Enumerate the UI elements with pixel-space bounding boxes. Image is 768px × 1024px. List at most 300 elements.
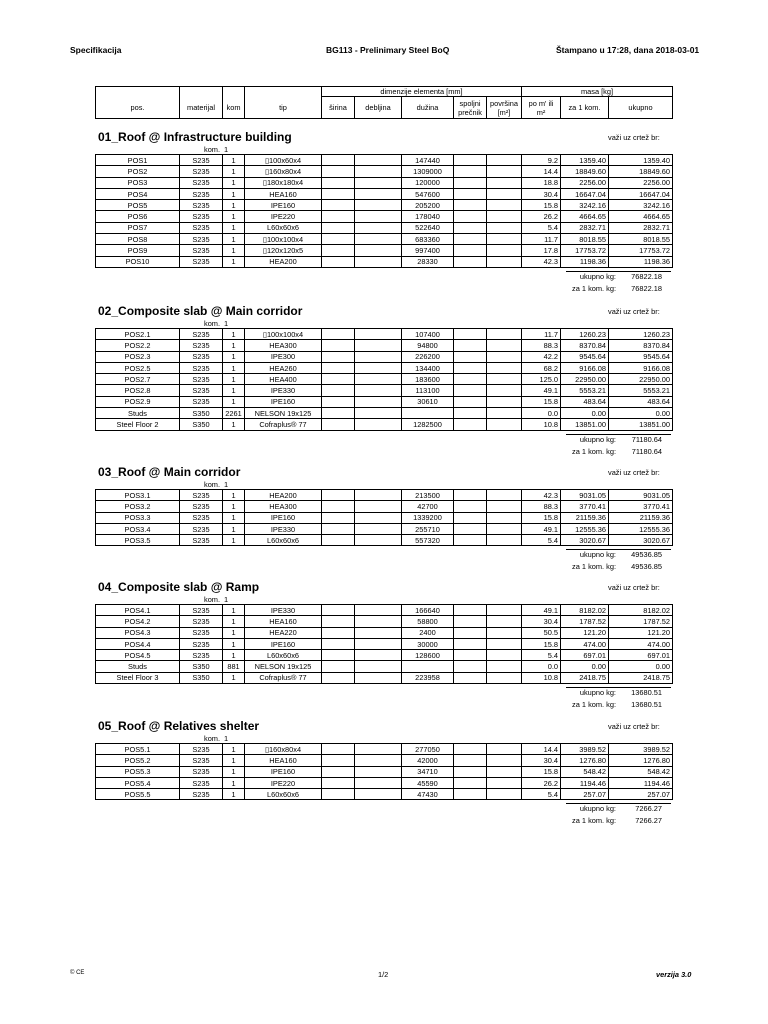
cell-debljina xyxy=(355,408,402,419)
cell-ukupno: 9166.08 xyxy=(609,362,673,373)
cell-sirina xyxy=(322,490,355,501)
cell-sirina xyxy=(322,362,355,373)
cell-povrsina xyxy=(487,340,522,351)
table-row xyxy=(96,766,673,777)
cell-za-1-kom: 8182.02 xyxy=(561,605,609,616)
cell-ukupno: 0.00 xyxy=(609,661,673,672)
cell-povrsina xyxy=(487,222,522,233)
cell-debljina xyxy=(355,661,402,672)
cell-materijal: S235 xyxy=(180,256,223,267)
cell-spoljni xyxy=(454,408,487,419)
cell-spoljni xyxy=(454,638,487,649)
cell-debljina xyxy=(355,211,402,222)
cell-debljina xyxy=(355,744,402,755)
table-row xyxy=(96,650,673,661)
cell-debljina xyxy=(355,177,402,188)
table-row xyxy=(96,188,673,199)
cell-pos: POS4.3 xyxy=(96,627,180,638)
cell-sirina xyxy=(322,166,355,177)
cell-materijal: S235 xyxy=(180,512,223,523)
cell-materijal: S235 xyxy=(180,627,223,638)
cell-po-m: 68.2 xyxy=(522,362,561,373)
ukupno-kg-value: 7266.27 xyxy=(635,803,662,813)
za-1-kom-kg-label: za 1 kom. kg: xyxy=(572,284,616,293)
cell-kom: 1 xyxy=(223,234,245,245)
cell-duzina: 34710 xyxy=(402,766,454,777)
cell-materijal: S235 xyxy=(180,222,223,233)
cell-spoljni xyxy=(454,340,487,351)
col-kom-top xyxy=(223,87,245,97)
cell-debljina xyxy=(355,766,402,777)
col-tip: tip xyxy=(245,97,322,119)
cell-po-m: 15.8 xyxy=(522,200,561,211)
cell-tip: ▯180x180x4 xyxy=(245,177,322,188)
cell-za-1-kom: 0.00 xyxy=(561,408,609,419)
table-row xyxy=(96,385,673,396)
col-spoljni-line2: prečnik xyxy=(458,107,482,117)
cell-po-m: 5.4 xyxy=(522,650,561,661)
cell-pos: POS5.1 xyxy=(96,744,180,755)
cell-ukupno: 9545.64 xyxy=(609,351,673,362)
section-drawing-ref-label: važi uz crtež br: xyxy=(608,583,660,592)
cell-debljina xyxy=(355,222,402,233)
cell-kom: 1 xyxy=(223,672,245,683)
cell-pos: POS3.1 xyxy=(96,490,180,501)
cell-duzina: 58800 xyxy=(402,616,454,627)
cell-povrsina xyxy=(487,661,522,672)
section-drawing-ref-label: važi uz crtež br: xyxy=(608,133,660,142)
cell-debljina xyxy=(355,245,402,256)
cell-po-m: 88.3 xyxy=(522,501,561,512)
cell-sirina xyxy=(322,512,355,523)
cell-tip: IPE330 xyxy=(245,385,322,396)
table-row xyxy=(96,755,673,766)
cell-po-m: 10.8 xyxy=(522,419,561,430)
cell-po-m: 15.8 xyxy=(522,766,561,777)
cell-spoljni xyxy=(454,329,487,340)
cell-debljina xyxy=(355,501,402,512)
section-kom xyxy=(204,734,228,743)
section-table xyxy=(95,604,673,684)
cell-pos: POS3.2 xyxy=(96,501,180,512)
table-row xyxy=(96,616,673,627)
cell-spoljni xyxy=(454,166,487,177)
cell-materijal: S235 xyxy=(180,211,223,222)
za-1-kom-kg-value: 7266.27 xyxy=(635,815,662,825)
cell-tip: ▯120x120x5 xyxy=(245,245,322,256)
cell-materijal: S235 xyxy=(180,650,223,661)
cell-tip: L60x60x6 xyxy=(245,650,322,661)
cell-spoljni xyxy=(454,605,487,616)
cell-debljina xyxy=(355,329,402,340)
cell-debljina xyxy=(355,340,402,351)
cell-po-m: 11.7 xyxy=(522,329,561,340)
cell-po-m: 0.0 xyxy=(522,661,561,672)
cell-pos: POS8 xyxy=(96,234,180,245)
table-row xyxy=(96,408,673,419)
cell-povrsina xyxy=(487,419,522,430)
cell-materijal: S235 xyxy=(180,777,223,788)
section-total-ukupno xyxy=(536,688,662,697)
cell-ukupno: 2832.71 xyxy=(609,222,673,233)
cell-ukupno: 4664.65 xyxy=(609,211,673,222)
table-row xyxy=(96,155,673,166)
cell-debljina xyxy=(355,512,402,523)
cell-kom: 1 xyxy=(223,650,245,661)
cell-materijal: S350 xyxy=(180,419,223,430)
cell-po-m: 14.4 xyxy=(522,744,561,755)
cell-pos: POS2.3 xyxy=(96,351,180,362)
cell-za-1-kom: 257.07 xyxy=(561,789,609,800)
table-row xyxy=(96,523,673,534)
ukupno-kg-label: ukupno kg: xyxy=(579,549,616,559)
cell-sirina xyxy=(322,744,355,755)
cell-povrsina xyxy=(487,512,522,523)
cell-tip: IPE220 xyxy=(245,777,322,788)
cell-materijal: S235 xyxy=(180,188,223,199)
cell-kom: 1 xyxy=(223,385,245,396)
cell-materijal: S235 xyxy=(180,616,223,627)
cell-tip: IPE220 xyxy=(245,211,322,222)
cell-povrsina xyxy=(487,650,522,661)
cell-kom: 1 xyxy=(223,256,245,267)
col-po-m xyxy=(522,97,561,119)
cell-spoljni xyxy=(454,211,487,222)
cell-duzina: 42000 xyxy=(402,755,454,766)
cell-za-1-kom: 3770.41 xyxy=(561,501,609,512)
cell-ukupno: 1194.46 xyxy=(609,777,673,788)
cell-povrsina xyxy=(487,672,522,683)
cell-tip: ▯100x60x4 xyxy=(245,155,322,166)
cell-duzina: 277050 xyxy=(402,744,454,755)
cell-pos: POS9 xyxy=(96,245,180,256)
cell-po-m: 42.3 xyxy=(522,490,561,501)
cell-materijal: S235 xyxy=(180,177,223,188)
cell-tip: IPE160 xyxy=(245,638,322,649)
cell-kom: 1 xyxy=(223,329,245,340)
cell-ukupno: 548.42 xyxy=(609,766,673,777)
cell-povrsina xyxy=(487,200,522,211)
cell-debljina xyxy=(355,188,402,199)
cell-materijal: S235 xyxy=(180,374,223,385)
cell-kom: 1 xyxy=(223,396,245,407)
table-row xyxy=(96,256,673,267)
cell-tip: NELSON 19x125 xyxy=(245,661,322,672)
cell-duzina: 522640 xyxy=(402,222,454,233)
cell-materijal: S235 xyxy=(180,789,223,800)
za-1-kom-kg-value: 49536.85 xyxy=(631,561,662,571)
cell-za-1-kom: 21159.36 xyxy=(561,512,609,523)
cell-materijal: S235 xyxy=(180,200,223,211)
cell-sirina xyxy=(322,777,355,788)
cell-pos: Steel Floor 3 xyxy=(96,672,180,683)
cell-povrsina xyxy=(487,789,522,800)
cell-za-1-kom: 22950.00 xyxy=(561,374,609,385)
table-row xyxy=(96,605,673,616)
cell-povrsina xyxy=(487,362,522,373)
cell-tip: IPE160 xyxy=(245,766,322,777)
cell-sirina xyxy=(322,200,355,211)
cell-kom: 1 xyxy=(223,777,245,788)
cell-spoljni xyxy=(454,245,487,256)
cell-materijal: S235 xyxy=(180,523,223,534)
table-row xyxy=(96,245,673,256)
cell-po-m: 11.7 xyxy=(522,234,561,245)
cell-spoljni xyxy=(454,755,487,766)
cell-kom: 881 xyxy=(223,661,245,672)
cell-pos: Studs xyxy=(96,661,180,672)
cell-sirina xyxy=(322,523,355,534)
table-row xyxy=(96,200,673,211)
cell-povrsina xyxy=(487,777,522,788)
cell-sirina xyxy=(322,155,355,166)
cell-povrsina xyxy=(487,766,522,777)
cell-sirina xyxy=(322,329,355,340)
cell-po-m: 0.0 xyxy=(522,408,561,419)
cell-povrsina xyxy=(487,616,522,627)
cell-spoljni xyxy=(454,523,487,534)
cell-materijal: S235 xyxy=(180,396,223,407)
cell-materijal: S235 xyxy=(180,755,223,766)
col-tip-top xyxy=(245,87,322,97)
cell-pos: POS4.5 xyxy=(96,650,180,661)
cell-duzina: 255710 xyxy=(402,523,454,534)
cell-povrsina xyxy=(487,211,522,222)
za-1-kom-kg-label: za 1 kom. kg: xyxy=(572,446,616,456)
table-row xyxy=(96,211,673,222)
cell-za-1-kom: 548.42 xyxy=(561,766,609,777)
table-row xyxy=(96,340,673,351)
cell-sirina xyxy=(322,245,355,256)
cell-za-1-kom: 9031.05 xyxy=(561,490,609,501)
cell-materijal: S235 xyxy=(180,385,223,396)
cell-po-m: 42.2 xyxy=(522,351,561,362)
footer-page-number: 1/2 xyxy=(378,970,389,979)
cell-spoljni xyxy=(454,385,487,396)
section-table xyxy=(95,328,673,431)
cell-pos: POS2.1 xyxy=(96,329,180,340)
cell-duzina: 134400 xyxy=(402,362,454,373)
col-dimenzije-group: dimenzije elementa [mm] xyxy=(322,87,522,97)
col-materijal: materijal xyxy=(180,97,223,119)
section-table xyxy=(95,489,673,546)
cell-za-1-kom: 2418.75 xyxy=(561,672,609,683)
cell-sirina xyxy=(322,234,355,245)
cell-tip: ▯100x100x4 xyxy=(245,234,322,245)
za-1-kom-kg-label: za 1 kom. kg: xyxy=(572,699,616,709)
table-row xyxy=(96,777,673,788)
col-pom-line2: m² xyxy=(536,107,546,117)
cell-pos: POS4.4 xyxy=(96,638,180,649)
col-debljina: debljina xyxy=(355,97,402,119)
cell-pos: POS5.3 xyxy=(96,766,180,777)
cell-kom: 1 xyxy=(223,490,245,501)
section-kom-value: 1 xyxy=(224,595,229,604)
cell-za-1-kom: 3989.52 xyxy=(561,744,609,755)
cell-ukupno: 474.00 xyxy=(609,638,673,649)
cell-po-m: 49.1 xyxy=(522,523,561,534)
cell-pos: Studs xyxy=(96,408,180,419)
cell-ukupno: 483.64 xyxy=(609,396,673,407)
cell-tip: HEA220 xyxy=(245,627,322,638)
cell-spoljni xyxy=(454,256,487,267)
cell-spoljni xyxy=(454,419,487,430)
cell-sirina xyxy=(322,766,355,777)
cell-kom: 1 xyxy=(223,155,245,166)
cell-kom: 1 xyxy=(223,177,245,188)
ukupno-kg-label: ukupno kg: xyxy=(579,434,616,444)
cell-tip: IPE300 xyxy=(245,351,322,362)
cell-kom: 1 xyxy=(223,512,245,523)
cell-pos: POS7 xyxy=(96,222,180,233)
cell-tip: HEA160 xyxy=(245,188,322,199)
section-total-za-1-kom xyxy=(536,562,662,571)
cell-materijal: S235 xyxy=(180,329,223,340)
cell-ukupno: 17753.72 xyxy=(609,245,673,256)
cell-povrsina xyxy=(487,755,522,766)
cell-duzina: 997400 xyxy=(402,245,454,256)
cell-povrsina xyxy=(487,523,522,534)
cell-duzina: 1339200 xyxy=(402,512,454,523)
cell-debljina xyxy=(355,605,402,616)
col-povrsina-line2: [m²] xyxy=(497,107,511,117)
cell-duzina: 178040 xyxy=(402,211,454,222)
cell-za-1-kom: 9166.08 xyxy=(561,362,609,373)
cell-debljina xyxy=(355,650,402,661)
col-spoljni-precnik xyxy=(454,97,487,119)
cell-sirina xyxy=(322,616,355,627)
cell-za-1-kom: 3020.67 xyxy=(561,535,609,546)
cell-pos: POS5.4 xyxy=(96,777,180,788)
cell-sirina xyxy=(322,351,355,362)
cell-spoljni xyxy=(454,490,487,501)
za-1-kom-kg-label: za 1 kom. kg: xyxy=(572,561,616,571)
cell-duzina: 547600 xyxy=(402,188,454,199)
cell-sirina xyxy=(322,535,355,546)
cell-kom: 1 xyxy=(223,501,245,512)
cell-debljina xyxy=(355,234,402,245)
cell-pos: Steel Floor 2 xyxy=(96,419,180,430)
cell-tip: ▯160x80x4 xyxy=(245,166,322,177)
col-masa-group: masa [kg] xyxy=(522,87,673,97)
cell-spoljni xyxy=(454,535,487,546)
footer-copyright: © CE xyxy=(70,970,85,976)
cell-duzina: 45590 xyxy=(402,777,454,788)
cell-materijal: S235 xyxy=(180,155,223,166)
cell-po-m: 88.3 xyxy=(522,340,561,351)
cell-povrsina xyxy=(487,177,522,188)
cell-debljina xyxy=(355,755,402,766)
cell-duzina: 183600 xyxy=(402,374,454,385)
cell-povrsina xyxy=(487,535,522,546)
cell-povrsina xyxy=(487,501,522,512)
col-materijal-top xyxy=(180,87,223,97)
cell-povrsina xyxy=(487,351,522,362)
cell-spoljni xyxy=(454,672,487,683)
header-printed: Štampano u 17:28, dana 2018-03-01 xyxy=(556,45,700,55)
cell-sirina xyxy=(322,605,355,616)
cell-za-1-kom: 5553.21 xyxy=(561,385,609,396)
section-kom xyxy=(204,145,228,154)
cell-spoljni xyxy=(454,661,487,672)
cell-povrsina xyxy=(487,234,522,245)
cell-ukupno: 1359.40 xyxy=(609,155,673,166)
cell-za-1-kom: 1260.23 xyxy=(561,329,609,340)
cell-tip: HEA160 xyxy=(245,755,322,766)
cell-tip: HEA300 xyxy=(245,501,322,512)
col-duzina: dužina xyxy=(402,97,454,119)
cell-kom: 2261 xyxy=(223,408,245,419)
cell-duzina: 213500 xyxy=(402,490,454,501)
cell-kom: 1 xyxy=(223,188,245,199)
cell-materijal: S235 xyxy=(180,245,223,256)
cell-debljina xyxy=(355,616,402,627)
cell-duzina: 30610 xyxy=(402,396,454,407)
section-kom-label: kom. xyxy=(204,145,221,154)
ukupno-kg-label: ukupno kg: xyxy=(579,803,616,813)
cell-debljina xyxy=(355,490,402,501)
cell-tip: ▯100x100x4 xyxy=(245,329,322,340)
cell-spoljni xyxy=(454,501,487,512)
cell-tip: HEA200 xyxy=(245,256,322,267)
cell-debljina xyxy=(355,166,402,177)
cell-ukupno: 5553.21 xyxy=(609,385,673,396)
table-row xyxy=(96,627,673,638)
section-title: 03_Roof @ Main corridor xyxy=(98,465,241,479)
cell-povrsina xyxy=(487,627,522,638)
cell-za-1-kom: 0.00 xyxy=(561,661,609,672)
cell-duzina: 107400 xyxy=(402,329,454,340)
cell-debljina xyxy=(355,638,402,649)
cell-debljina xyxy=(355,256,402,267)
cell-duzina: 120000 xyxy=(402,177,454,188)
cell-debljina xyxy=(355,523,402,534)
ukupno-kg-value: 71180.64 xyxy=(631,434,662,444)
cell-duzina: 47430 xyxy=(402,789,454,800)
section-kom-label: kom. xyxy=(204,480,221,489)
cell-tip: HEA260 xyxy=(245,362,322,373)
cell-po-m: 5.4 xyxy=(522,535,561,546)
cell-sirina xyxy=(322,256,355,267)
cell-ukupno: 21159.36 xyxy=(609,512,673,523)
cell-ukupno: 1276.80 xyxy=(609,755,673,766)
cell-spoljni xyxy=(454,650,487,661)
cell-debljina xyxy=(355,627,402,638)
cell-ukupno: 12555.36 xyxy=(609,523,673,534)
cell-tip: IPE160 xyxy=(245,396,322,407)
cell-za-1-kom: 1198.36 xyxy=(561,256,609,267)
cell-sirina xyxy=(322,650,355,661)
cell-tip: IPE330 xyxy=(245,523,322,534)
section-kom-value: 1 xyxy=(224,734,229,743)
cell-materijal: S235 xyxy=(180,351,223,362)
cell-debljina xyxy=(355,419,402,430)
cell-spoljni xyxy=(454,177,487,188)
cell-za-1-kom: 8018.55 xyxy=(561,234,609,245)
cell-pos: POS2.5 xyxy=(96,362,180,373)
cell-kom: 1 xyxy=(223,638,245,649)
cell-sirina xyxy=(322,188,355,199)
cell-pos: POS5.2 xyxy=(96,755,180,766)
ukupno-kg-value: 13680.51 xyxy=(631,687,662,697)
section-total-za-1-kom xyxy=(536,284,662,293)
cell-za-1-kom: 1359.40 xyxy=(561,155,609,166)
cell-debljina xyxy=(355,385,402,396)
cell-sirina xyxy=(322,789,355,800)
table-row xyxy=(96,177,673,188)
col-povrsina-line1: površina xyxy=(490,98,518,108)
cell-kom: 1 xyxy=(223,789,245,800)
